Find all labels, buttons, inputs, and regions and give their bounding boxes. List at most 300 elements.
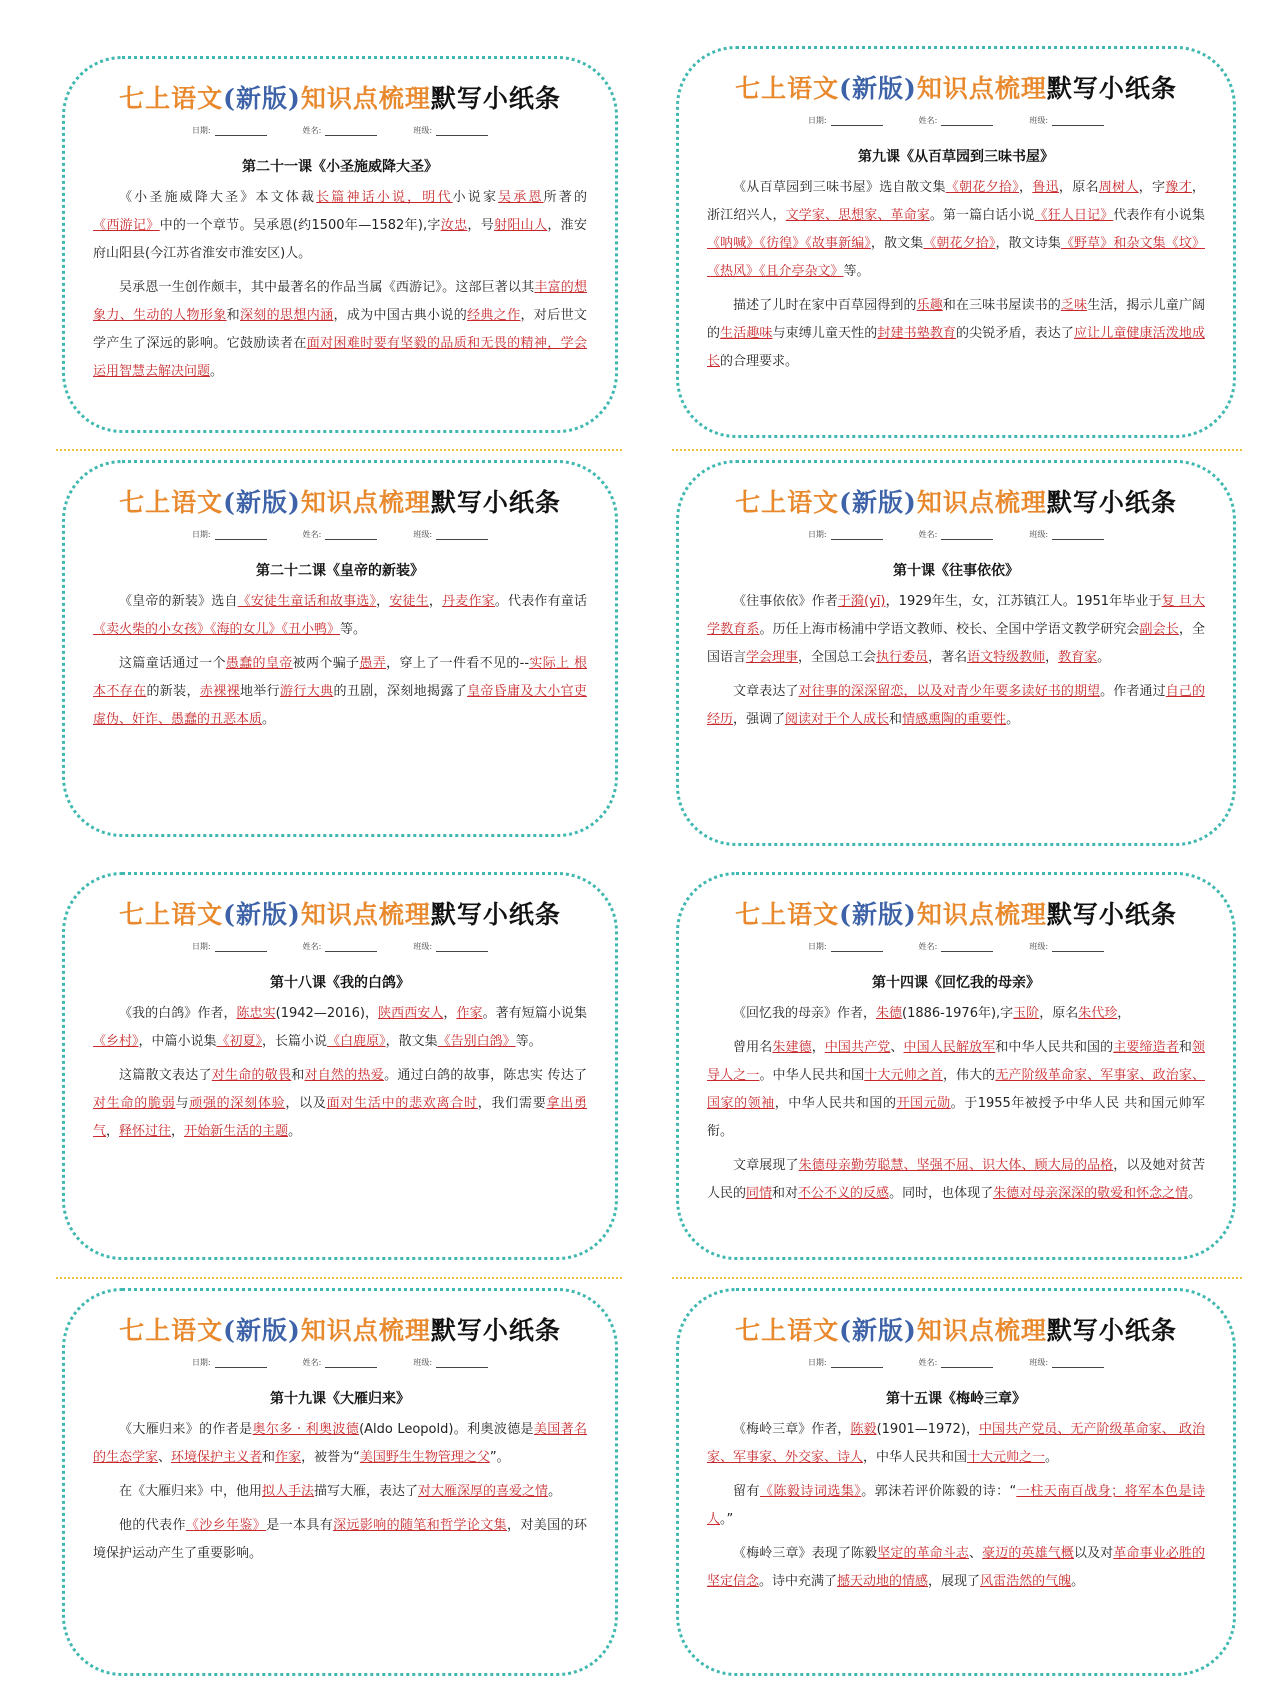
paragraph — [93, 1478, 587, 1506]
key-point: 经典之作 — [467, 308, 521, 323]
text-run: ，强调了 — [733, 712, 786, 727]
key-point: 开始新生活的主题 — [184, 1124, 289, 1139]
key-point: 陈忠实 — [236, 1006, 276, 1021]
text-run: 中的一个章节。吴承恩(约1500年—1582年),字 — [159, 218, 441, 233]
key-point: 自己的经历 — [707, 684, 1205, 727]
date-field[interactable] — [192, 1357, 267, 1368]
text-run: 和对 — [772, 1186, 799, 1201]
class-field-label: 班级: — [413, 530, 433, 539]
title-part: 七上语文 — [735, 1316, 840, 1345]
card-lesson-15 — [676, 1288, 1236, 1676]
paragraph — [707, 588, 1205, 672]
key-point: 乏味 — [1060, 298, 1088, 313]
text-run: ， — [1019, 180, 1033, 195]
key-point: 中国共产党员、无产阶级革命家、 政治家、军事家、外交家、诗人 — [707, 1422, 1205, 1465]
key-point: 释怀过往 — [119, 1124, 172, 1139]
name-field-label: 姓名: — [918, 116, 938, 125]
text-run: 的新装， — [146, 684, 200, 699]
key-point: 朱德 — [876, 1006, 903, 1021]
text-run: 等。 — [843, 264, 870, 279]
text-run: 他的代表作 — [119, 1518, 186, 1533]
name-field[interactable] — [303, 125, 378, 136]
date-field-blank[interactable] — [215, 539, 267, 540]
text-run: ，被誉为“ — [301, 1450, 360, 1465]
text-run: 和在三味书屋读书的 — [942, 298, 1061, 313]
name-field-label: 姓名: — [302, 126, 322, 135]
class-field-blank[interactable] — [436, 135, 488, 136]
title-part: 默写小纸条 — [1046, 900, 1177, 929]
text-run: 。诗中充满了 — [759, 1574, 838, 1589]
text-run: ，淮安府山阳县(今江苏省淮安市淮安区)人。 — [93, 218, 587, 261]
text-run: 。 — [1006, 712, 1020, 727]
title-part: 知识点梳理 — [916, 488, 1047, 517]
card-title — [707, 1311, 1205, 1347]
text-run: ，全国语言 — [707, 622, 1205, 665]
class-field[interactable] — [413, 125, 488, 136]
title-part: (新版) — [223, 84, 301, 113]
key-point: 陕西西安人 — [378, 1006, 444, 1021]
card-title — [93, 79, 587, 115]
text-run: 和 — [291, 1068, 305, 1083]
text-run: 《梅岭三章》表现了陈毅 — [733, 1546, 878, 1561]
class-field[interactable] — [1029, 941, 1104, 952]
text-run: 、 — [890, 1040, 904, 1055]
text-run: ”。 — [489, 1450, 510, 1465]
date-field-label: 日期: — [191, 530, 211, 539]
name-field-blank[interactable] — [325, 1367, 377, 1368]
text-run: 和 — [262, 1450, 276, 1465]
key-point: 不公不义的反感 — [798, 1186, 890, 1201]
text-run: 。 — [1045, 1450, 1059, 1465]
text-run: 。历任上海市杨浦中学语文教师、校长、全国中学语文教学研究会 — [759, 622, 1140, 637]
date-field[interactable] — [808, 941, 883, 952]
lesson-title: 第十八课《我的白鸽》 — [270, 975, 410, 991]
class-field-label: 班级: — [413, 1358, 433, 1367]
key-point: 面对困难时要有坚毅的品质和无畏的精神，学会运用智慧去解决问题 — [93, 336, 587, 379]
date-field-label: 日期: — [807, 116, 827, 125]
key-point: 《野草》和杂文集《坟》《热风》《且介亭杂文》 — [707, 236, 1205, 279]
key-point: 坚定的革命斗志 — [877, 1546, 970, 1561]
text-run: 描写大雁，表达了 — [314, 1484, 419, 1499]
key-point: 鲁迅 — [1032, 180, 1059, 195]
card-title — [93, 483, 587, 519]
text-run: ，散文集 — [870, 236, 924, 251]
class-field[interactable] — [1029, 529, 1104, 540]
key-point: 生活趣味 — [720, 326, 773, 341]
text-run: ，全国总工会 — [798, 650, 877, 665]
key-point: 《卖火柴的小女孩》《海的女儿》《丑小鸭》 — [93, 622, 341, 637]
name-field[interactable] — [303, 941, 378, 952]
name-field[interactable] — [919, 115, 994, 126]
text-run: 这篇童话通过一个 — [119, 656, 226, 671]
paragraph — [707, 174, 1205, 286]
paragraph — [93, 1416, 587, 1472]
name-field[interactable] — [303, 529, 378, 540]
class-field[interactable] — [1029, 1357, 1104, 1368]
text-run: 这篇散文表达了 — [119, 1068, 212, 1083]
text-run: ，号 — [467, 218, 495, 233]
text-run: 。中华人民共和国 — [759, 1068, 865, 1083]
key-point: 主要缔造者 — [1113, 1040, 1179, 1055]
text-run: 。著有短篇小说集 — [482, 1006, 587, 1021]
class-field-blank[interactable] — [1052, 539, 1104, 540]
key-point: 同情 — [746, 1186, 773, 1201]
text-run: 与 — [175, 1096, 190, 1111]
name-field[interactable] — [919, 529, 994, 540]
text-run: 、 — [158, 1450, 172, 1465]
title-part: 知识点梳理 — [916, 1316, 1047, 1345]
date-field-blank[interactable] — [215, 951, 267, 952]
card-lesson-9 — [676, 46, 1236, 438]
paragraph — [707, 1540, 1205, 1596]
key-point: 学会理事 — [746, 650, 799, 665]
text-run: 、 — [969, 1546, 983, 1561]
title-part: 七上语文 — [735, 488, 840, 517]
text-run: 代表作有小说集 — [1113, 208, 1205, 223]
text-run: ，原名 — [1058, 180, 1099, 195]
text-run: 生活，揭示儿童广阔的 — [707, 298, 1205, 341]
title-part: 默写小纸条 — [430, 900, 561, 929]
key-point: 吴承恩 — [498, 190, 544, 205]
key-point: 《安徒生童话和故事选》 — [237, 594, 377, 609]
paragraph — [707, 1000, 1205, 1028]
text-run: 。” — [720, 1512, 734, 1527]
key-point: 奥尔多 · 利奥波德 — [252, 1422, 360, 1437]
class-field-label: 班级: — [1029, 116, 1049, 125]
lesson-body — [707, 1000, 1205, 1208]
title-part: 知识点梳理 — [300, 84, 431, 113]
text-run: 与束缚儿童天性的 — [772, 326, 878, 341]
key-point: 《白鹿原》 — [327, 1034, 386, 1049]
text-run: 。 — [548, 1484, 562, 1499]
lesson-title: 第二十二课《皇帝的新装》 — [256, 563, 424, 579]
key-point: 《呐喊》《彷徨》《故事新编》 — [707, 236, 871, 251]
text-run: 。同时，也体现了 — [889, 1186, 994, 1201]
lesson-title: 第二十一课《小圣施威降大圣》 — [242, 159, 438, 175]
text-run: (1942—2016)， — [275, 1006, 379, 1021]
title-part: 默写小纸条 — [430, 84, 561, 113]
card-lesson-19 — [62, 1288, 618, 1676]
name-field[interactable] — [303, 1357, 378, 1368]
text-run: 文章展现了 — [733, 1158, 799, 1173]
text-run: ， — [1045, 650, 1059, 665]
meta-fields — [93, 529, 587, 540]
text-run: 曾用名 — [733, 1040, 773, 1055]
text-run: 。 — [262, 712, 276, 727]
name-field-blank[interactable] — [325, 539, 377, 540]
class-field-blank[interactable] — [1052, 125, 1104, 126]
key-point: 周树人 — [1098, 180, 1139, 195]
key-point: 玉阶 — [1013, 1006, 1040, 1021]
class-field-blank[interactable] — [1052, 951, 1104, 952]
key-point: 《沙乡年鉴》 — [185, 1518, 267, 1533]
paragraph — [93, 650, 587, 734]
class-field[interactable] — [413, 941, 488, 952]
title-part: 七上语文 — [119, 1316, 224, 1345]
date-field-blank[interactable] — [831, 125, 883, 126]
text-run: 和 — [1178, 1040, 1192, 1055]
key-point: 游行大典 — [280, 684, 334, 699]
text-run: 描述了儿时在家中百草园得到的 — [733, 298, 917, 313]
text-run: 《我的白鸽》作者， — [119, 1006, 237, 1021]
lesson-title: 第十九课《大雁归来》 — [270, 1391, 410, 1407]
key-point: 朱建德 — [772, 1040, 812, 1055]
paragraph — [707, 1478, 1205, 1534]
text-run: ，展现了 — [928, 1574, 981, 1589]
text-run: ， — [811, 1040, 825, 1055]
text-run: 。 — [1188, 1186, 1202, 1201]
title-part: 知识点梳理 — [300, 488, 431, 517]
text-run: 小说家 — [452, 190, 499, 205]
text-run: ， — [171, 1124, 185, 1139]
text-run: 。郭沫若评价陈毅的诗：“ — [861, 1484, 1017, 1499]
title-part: 知识点梳理 — [916, 74, 1047, 103]
card-title — [707, 69, 1205, 105]
text-run: ，穿上了一件看不见的-- — [386, 656, 530, 671]
text-run: 。通过白鸽的故事，陈忠实 传达了 — [384, 1068, 587, 1083]
name-field-label: 姓名: — [918, 942, 938, 951]
key-point: 丰富的想象力、生动的人物形象 — [93, 280, 587, 323]
separator — [56, 1277, 622, 1279]
card-lesson-22 — [62, 460, 618, 837]
text-run: ，对美国的环境保护运动产生了重要影响。 — [93, 1518, 587, 1561]
lesson-title: 第九课《从百草园到三味书屋》 — [858, 149, 1054, 165]
text-run: ，中篇小说集 — [138, 1034, 217, 1049]
key-point: 射阳山人 — [494, 218, 548, 233]
date-field[interactable] — [192, 529, 267, 540]
text-run: 和 — [226, 308, 240, 323]
title-part: (新版) — [839, 488, 917, 517]
text-run: (Aldo Leopold)。利奥波德是 — [359, 1422, 534, 1437]
key-point: 领导人之一 — [707, 1040, 1205, 1083]
name-field-blank[interactable] — [941, 539, 993, 540]
date-field[interactable] — [808, 1357, 883, 1368]
text-run: 和 — [889, 712, 903, 727]
paragraph — [93, 184, 587, 268]
text-run: ，我们需要 — [477, 1096, 547, 1111]
date-field-blank[interactable] — [831, 951, 883, 952]
name-field-label: 姓名: — [302, 1358, 322, 1367]
key-point: 中国共产党 — [824, 1040, 891, 1055]
key-point: 环境保护主义者 — [171, 1450, 263, 1465]
name-field-blank[interactable] — [325, 135, 377, 136]
text-run: 。 — [1097, 650, 1111, 665]
date-field-label: 日期: — [191, 1358, 211, 1367]
key-point: 愚蠢的皇帝 — [225, 656, 293, 671]
key-point: 对生命的敬畏 — [211, 1068, 292, 1083]
key-point: 朱代珍 — [1078, 1006, 1118, 1021]
lesson-title: 第十课《往事依依》 — [893, 563, 1019, 579]
key-point: 撼天动地的情感 — [837, 1574, 929, 1589]
class-field[interactable] — [413, 1357, 488, 1368]
text-run: ，对后世文学产生了深远的影响。它鼓励读者在 — [93, 308, 587, 351]
text-run: 的合理要求。 — [720, 354, 799, 369]
date-field-label: 日期: — [191, 126, 211, 135]
title-part: 知识点梳理 — [300, 1316, 431, 1345]
date-field-blank[interactable] — [215, 1367, 267, 1368]
text-run: 留有 — [733, 1484, 760, 1499]
text-run: 地举行 — [239, 684, 281, 699]
key-point: 《朝花夕拾》 — [945, 180, 1020, 195]
text-run: 《从百草园到三味书屋》选自散文集 — [733, 180, 946, 195]
key-point: 对大雁深厚的喜爱之情 — [418, 1484, 549, 1499]
key-point: 副会长 — [1139, 622, 1179, 637]
date-field-label: 日期: — [191, 942, 211, 951]
text-run: 以及对 — [1073, 1546, 1114, 1561]
class-field-label: 班级: — [413, 126, 433, 135]
lesson-body — [93, 588, 587, 734]
paragraph — [93, 1512, 587, 1568]
text-run: ，1929年生，女，江苏镇江人。1951年毕业于 — [885, 594, 1162, 609]
name-field-blank[interactable] — [941, 1367, 993, 1368]
text-run: 《回忆我的母亲》作者， — [733, 1006, 877, 1021]
text-run: ，以及 — [285, 1096, 327, 1111]
date-field[interactable] — [192, 941, 267, 952]
title-part: 默写小纸条 — [1046, 1316, 1177, 1345]
date-field-label: 日期: — [807, 942, 827, 951]
paragraph — [93, 1000, 587, 1056]
title-part: (新版) — [839, 900, 917, 929]
class-field[interactable] — [1029, 115, 1104, 126]
title-part: 默写小纸条 — [1046, 74, 1177, 103]
text-run: ， — [106, 1124, 120, 1139]
name-field-blank[interactable] — [325, 951, 377, 952]
key-point: 语文特级教师 — [967, 650, 1046, 665]
card-title — [707, 483, 1205, 519]
text-run: ，长篇小说 — [262, 1034, 328, 1049]
key-point: 作家 — [275, 1450, 302, 1465]
title-part: 七上语文 — [119, 488, 224, 517]
class-field-blank[interactable] — [436, 951, 488, 952]
text-run: 。于1955年被授予中华人民 共和国元帅军衔。 — [707, 1096, 1205, 1139]
title-part: 七上语文 — [119, 900, 224, 929]
card-title — [707, 895, 1205, 931]
key-point: 汝忠 — [440, 218, 468, 233]
text-run: ， — [443, 1006, 457, 1021]
key-point: 乐趣 — [916, 298, 943, 313]
text-run: ， — [428, 594, 443, 609]
date-field[interactable] — [808, 115, 883, 126]
key-point: 顽强的深刻体验 — [189, 1096, 286, 1111]
lesson-title: 第十五课《梅岭三章》 — [886, 1391, 1026, 1407]
class-field-blank[interactable] — [436, 1367, 488, 1368]
paragraph — [707, 1416, 1205, 1472]
key-point: 朱德母亲勤劳聪慧、坚强不屈、识大体、顾大局的品格 — [798, 1158, 1114, 1173]
key-point: 皇帝昏庸及大小官吏虚伪、奸诈、愚蠢的丑恶本质 — [93, 684, 587, 727]
lesson-body — [707, 588, 1205, 734]
title-part: 默写小纸条 — [430, 488, 561, 517]
text-run: 的丑剧，深刻地揭露了 — [333, 684, 468, 699]
card-lesson-14 — [676, 872, 1236, 1260]
paragraph — [707, 292, 1205, 376]
text-run: 在《大雁归来》中，他用 — [119, 1484, 263, 1499]
card-lesson-10 — [676, 460, 1236, 846]
text-run: (1901—1972)， — [876, 1422, 979, 1437]
meta-fields — [707, 941, 1205, 952]
title-part: 知识点梳理 — [300, 900, 431, 929]
name-field[interactable] — [919, 941, 994, 952]
text-run: 。作者通过 — [1100, 684, 1166, 699]
key-point: 阅读对于个人成长 — [785, 712, 890, 727]
date-field-blank[interactable] — [831, 539, 883, 540]
lesson-body — [93, 1000, 587, 1146]
separator — [56, 449, 622, 451]
paragraph — [707, 1152, 1205, 1208]
key-point: 豪迈的英雄气概 — [982, 1546, 1074, 1561]
key-point: 革命事业必胜的坚定信念 — [707, 1546, 1205, 1589]
key-point: 面对生活中的悲欢离合时 — [326, 1096, 478, 1111]
text-run: ，中华人民共和国 — [863, 1450, 968, 1465]
text-run: 。 — [210, 364, 224, 379]
key-point: 情感熏陶的重要性 — [902, 712, 1007, 727]
key-point: 对往事的深深留恋，以及对青少年要多读好书的期望 — [798, 684, 1101, 699]
date-field-label: 日期: — [807, 530, 827, 539]
lesson-body — [93, 1416, 587, 1568]
name-field-label: 姓名: — [918, 530, 938, 539]
text-run: 和中华人民共和国的 — [995, 1040, 1114, 1055]
paragraph — [93, 274, 587, 386]
key-point: 拿出勇气 — [93, 1096, 587, 1139]
name-field-blank[interactable] — [941, 951, 993, 952]
text-run: ，原名 — [1039, 1006, 1079, 1021]
name-field[interactable] — [919, 1357, 994, 1368]
title-part: 知识点梳理 — [916, 900, 1047, 929]
class-field-label: 班级: — [1029, 942, 1049, 951]
meta-fields — [707, 529, 1205, 540]
class-field-blank[interactable] — [436, 539, 488, 540]
key-point: 《狂人日记》 — [1034, 208, 1114, 223]
name-field-blank[interactable] — [941, 125, 993, 126]
text-run: ，成为中国古典小说的 — [333, 308, 468, 323]
key-point: 执行委员 — [876, 650, 929, 665]
text-run: 《往事依依》作者 — [733, 594, 838, 609]
key-point: 应让儿童健康活泼地成长 — [707, 326, 1205, 369]
text-run: ，浙江绍兴人， — [707, 180, 1205, 223]
key-point: 美国著名的生态学家 — [93, 1422, 587, 1465]
text-run: 等。 — [515, 1034, 542, 1049]
name-field-label: 姓名: — [302, 942, 322, 951]
text-run: 吴承恩一生创作颇丰，其中最著名的作品当属《西游记》。这部巨著以其 — [119, 280, 535, 295]
key-point: 对生命的脆弱 — [93, 1096, 176, 1111]
key-point: 陈毅 — [850, 1422, 877, 1437]
text-run: 《皇帝的新装》选自 — [119, 594, 238, 609]
key-point: 作家 — [456, 1006, 483, 1021]
title-part: (新版) — [223, 488, 301, 517]
lesson-title: 第十四课《回忆我的母亲》 — [872, 975, 1040, 991]
date-field-blank[interactable] — [831, 1367, 883, 1368]
card-lesson-18 — [62, 872, 618, 1260]
date-field-blank[interactable] — [215, 135, 267, 136]
key-point: 对自然的热爱 — [304, 1068, 385, 1083]
key-point: 朱德对母亲深深的敬爱和怀念之情 — [993, 1186, 1189, 1201]
key-point: 长篇神话小说，明代 — [316, 190, 453, 205]
date-field[interactable] — [192, 125, 267, 136]
key-point: 无产阶级革命家、军事家、政治家、国家的领袖 — [707, 1068, 1205, 1111]
class-field-label: 班级: — [1029, 1358, 1049, 1367]
date-field[interactable] — [808, 529, 883, 540]
key-point: 风雷浩然的气魄 — [980, 1574, 1072, 1589]
key-point: 十大元帅之首 — [864, 1068, 943, 1083]
text-run: ，中华人民共和国的 — [774, 1096, 897, 1111]
paragraph — [93, 588, 587, 644]
meta-fields — [707, 115, 1205, 126]
card-title — [93, 1311, 587, 1347]
title-part: (新版) — [839, 74, 917, 103]
class-field[interactable] — [413, 529, 488, 540]
class-field-blank[interactable] — [1052, 1367, 1104, 1368]
text-run: (1886-1976年),字 — [902, 1006, 1014, 1021]
title-part: (新版) — [223, 1316, 301, 1345]
